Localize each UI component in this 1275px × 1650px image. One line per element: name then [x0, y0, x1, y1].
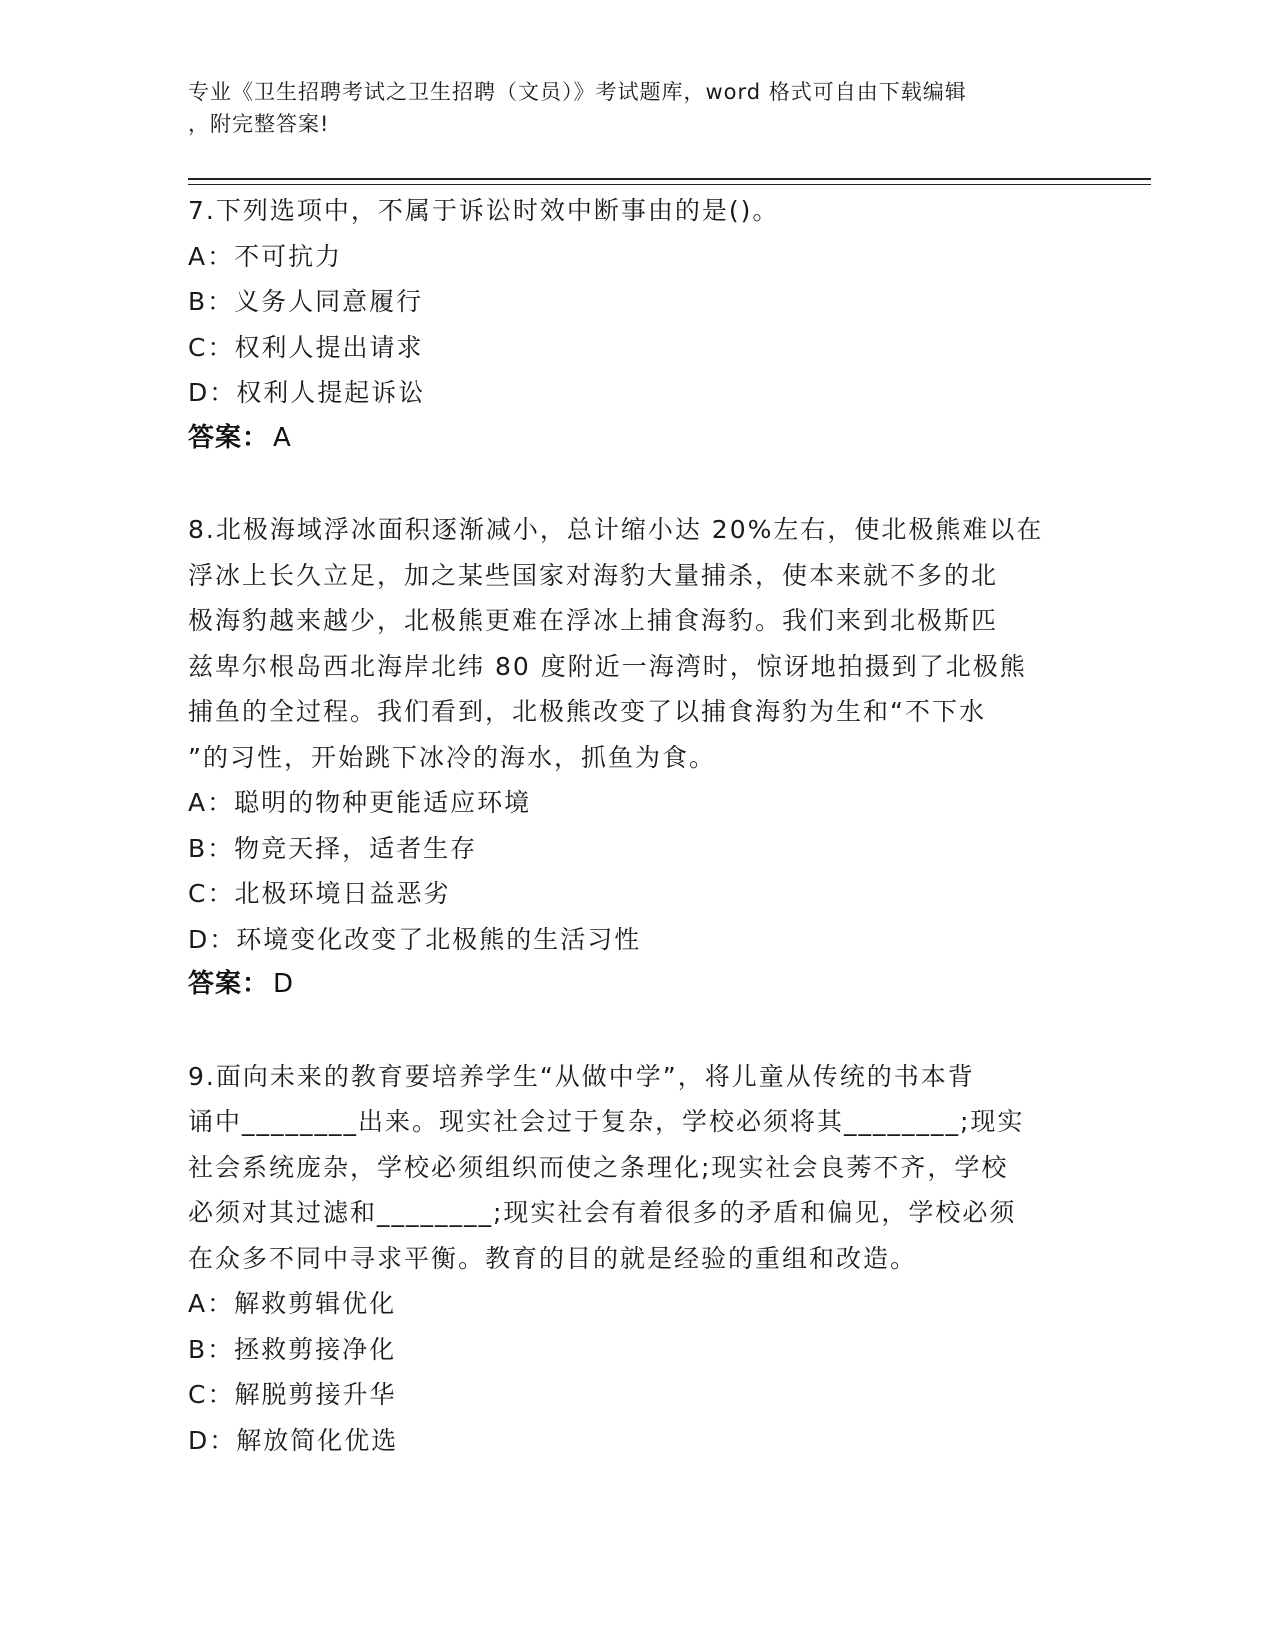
- option-d: D：解放简化优选: [188, 1425, 399, 1455]
- stem-line: 在众多不同中寻求平衡。教育的目的就是经验的重组和改造。: [188, 1243, 918, 1273]
- answer-line: [188, 416, 1088, 462]
- stem-line: 9.面向未来的教育要培养学生“从做中学”，将儿童从传统的书本背: [188, 1061, 975, 1091]
- option-b: B：物竞天择，适者生存: [188, 833, 478, 863]
- header-line-1: 专业《卫生招聘考试之卫生招聘（文员）》考试题库，word 格式可自由下载编辑: [188, 80, 967, 104]
- stem-line: 诵中________出来。现实社会过于复杂，学校必须将其________;现实: [188, 1107, 1025, 1136]
- option-a: A：不可抗力: [188, 241, 343, 271]
- option-c: C：解脱剪接升华: [188, 1380, 397, 1409]
- question-8: [188, 507, 1088, 1008]
- option-a: A：聪明的物种更能适应环境: [188, 788, 532, 817]
- option-a: A：解救剪辑优化: [188, 1289, 397, 1318]
- stem-line: 社会系统庞杂，学校必须组织而使之条理化;现实社会良莠不齐，学校: [188, 1152, 1009, 1182]
- stem-line: 捕鱼的全过程。我们看到，北极熊改变了以捕食海豹为生和“不下水: [188, 697, 986, 726]
- option-d: D：环境变化改变了北极熊的生活习性: [188, 924, 642, 954]
- answer-value: D: [273, 969, 295, 999]
- spacer: [188, 461, 1088, 507]
- question-stem: [188, 188, 1088, 234]
- stem-line: ”的习性，开始跳下冰冷的海水，抓鱼为食。: [188, 742, 716, 772]
- stem-line: 兹卑尔根岛西北海岸北纬 80 度附近一海湾时，惊讶地拍摄到了北极熊: [188, 651, 1027, 681]
- answer-label: 答案：: [188, 422, 270, 453]
- header-rule-thick: [188, 178, 1151, 180]
- option-c: C：权利人提出请求: [188, 332, 424, 362]
- question-7: [188, 188, 1088, 461]
- option-b: B：拯救剪接净化: [188, 1334, 397, 1364]
- header-rule-thin: [188, 184, 1151, 185]
- question-stem: [188, 507, 1088, 780]
- stem-line: 7.下列选项中，不属于诉讼时效中断事由的是()。: [188, 196, 780, 225]
- spacer: [188, 1008, 1088, 1054]
- question-stem: [188, 1054, 1088, 1282]
- option-c: C：北极环境日益恶劣: [188, 879, 451, 908]
- answer-label: 答案：: [188, 969, 270, 999]
- answer-value: A: [273, 422, 292, 453]
- question-list: [188, 188, 1088, 1463]
- stem-line: 极海豹越来越少，北极熊更难在浮冰上捕食海豹。我们来到北极斯匹: [188, 606, 999, 635]
- option-b: B：义务人同意履行: [188, 287, 424, 316]
- answer-line: [188, 962, 1088, 1008]
- option-d: D：权利人提起诉讼: [188, 378, 426, 407]
- stem-line: 8.北极海域浮冰面积逐渐减小，总计缩小达 20%左右，使北极熊难以在: [188, 515, 1044, 544]
- stem-line: 浮冰上长久立足，加之某些国家对海豹大量捕杀，使本来就不多的北: [188, 560, 999, 590]
- header-line-2: ，附完整答案!: [188, 112, 330, 136]
- question-9: [188, 1054, 1088, 1464]
- stem-line: 必须对其过滤和________;现实社会有着很多的矛盾和偏见，学校必须: [188, 1198, 1017, 1227]
- document-header: [188, 76, 1078, 140]
